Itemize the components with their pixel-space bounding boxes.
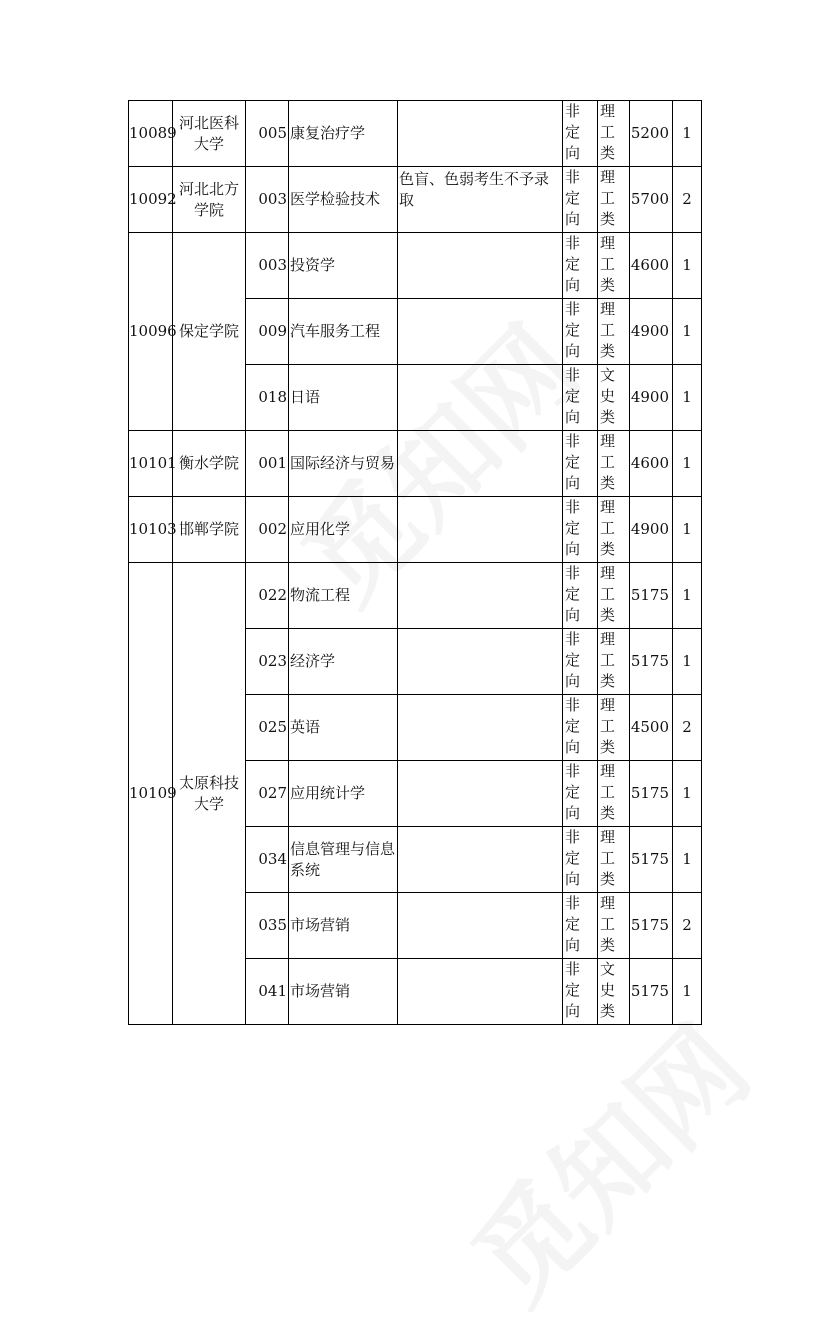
subject-category: 文史类 (598, 365, 630, 431)
major-code: 009 (246, 299, 289, 365)
subject-category: 理工类 (598, 431, 630, 497)
plan-count: 1 (673, 629, 702, 695)
enrollment-table (128, 100, 702, 1025)
tuition-fee: 5700 (630, 167, 673, 233)
subject-category: 理工类 (598, 629, 630, 695)
plan-type: 非定向 (563, 431, 598, 497)
school-code: 10109 (129, 563, 173, 1025)
major-name: 应用化学 (289, 497, 398, 563)
plan-count: 2 (673, 893, 702, 959)
subject-category: 理工类 (598, 299, 630, 365)
major-name: 汽车服务工程 (289, 299, 398, 365)
plan-count: 2 (673, 167, 702, 233)
tuition-fee: 5175 (630, 563, 673, 629)
major-note (398, 365, 563, 431)
table-row (129, 233, 702, 299)
plan-type: 非定向 (563, 827, 598, 893)
major-code: 003 (246, 233, 289, 299)
major-code: 022 (246, 563, 289, 629)
table-row (129, 431, 702, 497)
major-note: 色盲、色弱考生不予录取 (398, 167, 563, 233)
major-code: 001 (246, 431, 289, 497)
subject-category: 理工类 (598, 167, 630, 233)
plan-count: 1 (673, 959, 702, 1025)
major-name: 应用统计学 (289, 761, 398, 827)
tuition-fee: 5175 (630, 893, 673, 959)
major-name: 康复治疗学 (289, 101, 398, 167)
table-row (129, 497, 702, 563)
plan-count: 2 (673, 695, 702, 761)
school-code: 10096 (129, 233, 173, 431)
major-code: 035 (246, 893, 289, 959)
plan-count: 1 (673, 827, 702, 893)
tuition-fee: 4500 (630, 695, 673, 761)
major-code: 003 (246, 167, 289, 233)
plan-type: 非定向 (563, 233, 598, 299)
major-code: 041 (246, 959, 289, 1025)
subject-category: 理工类 (598, 233, 630, 299)
watermark (432, 986, 777, 1331)
plan-type: 非定向 (563, 959, 598, 1025)
school-name: 衡水学院 (173, 431, 246, 497)
tuition-fee: 5175 (630, 827, 673, 893)
tuition-fee: 5175 (630, 629, 673, 695)
major-note (398, 299, 563, 365)
plan-count: 1 (673, 233, 702, 299)
plan-count: 1 (673, 101, 702, 167)
school-name: 邯郸学院 (173, 497, 246, 563)
plan-count: 1 (673, 431, 702, 497)
major-note (398, 761, 563, 827)
plan-type: 非定向 (563, 299, 598, 365)
major-note (398, 959, 563, 1025)
tuition-fee: 4600 (630, 233, 673, 299)
major-name: 国际经济与贸易 (289, 431, 398, 497)
school-name: 太原科技大学 (173, 563, 246, 1025)
school-code: 10089 (129, 101, 173, 167)
plan-type: 非定向 (563, 497, 598, 563)
major-note (398, 497, 563, 563)
table-row (129, 101, 702, 167)
plan-type: 非定向 (563, 101, 598, 167)
subject-category: 理工类 (598, 563, 630, 629)
major-code: 025 (246, 695, 289, 761)
subject-category: 理工类 (598, 893, 630, 959)
subject-category: 理工类 (598, 827, 630, 893)
major-name: 医学检验技术 (289, 167, 398, 233)
tuition-fee: 4900 (630, 365, 673, 431)
subject-category: 理工类 (598, 101, 630, 167)
tuition-fee: 4600 (630, 431, 673, 497)
plan-type: 非定向 (563, 563, 598, 629)
major-name: 日语 (289, 365, 398, 431)
plan-count: 1 (673, 497, 702, 563)
major-note (398, 893, 563, 959)
major-code: 002 (246, 497, 289, 563)
school-code: 10101 (129, 431, 173, 497)
tuition-fee: 5175 (630, 761, 673, 827)
tuition-fee: 5175 (630, 959, 673, 1025)
plan-count: 1 (673, 761, 702, 827)
subject-category: 理工类 (598, 761, 630, 827)
major-name: 信息管理与信息系统 (289, 827, 398, 893)
subject-category: 文史类 (598, 959, 630, 1025)
major-note (398, 629, 563, 695)
table-row (129, 563, 702, 629)
tuition-fee: 4900 (630, 497, 673, 563)
plan-type: 非定向 (563, 893, 598, 959)
school-name: 河北北方学院 (173, 167, 246, 233)
plan-type: 非定向 (563, 365, 598, 431)
major-name: 投资学 (289, 233, 398, 299)
major-code: 005 (246, 101, 289, 167)
major-code: 034 (246, 827, 289, 893)
major-name: 英语 (289, 695, 398, 761)
major-note (398, 101, 563, 167)
subject-category: 理工类 (598, 695, 630, 761)
major-note (398, 233, 563, 299)
major-code: 023 (246, 629, 289, 695)
school-name: 保定学院 (173, 233, 246, 431)
plan-type: 非定向 (563, 167, 598, 233)
major-note (398, 695, 563, 761)
table-row (129, 167, 702, 233)
major-note (398, 563, 563, 629)
major-note (398, 827, 563, 893)
plan-type: 非定向 (563, 761, 598, 827)
major-code: 018 (246, 365, 289, 431)
plan-type: 非定向 (563, 695, 598, 761)
school-code: 10103 (129, 497, 173, 563)
plan-type: 非定向 (563, 629, 598, 695)
major-name: 经济学 (289, 629, 398, 695)
major-name: 市场营销 (289, 893, 398, 959)
major-name: 市场营销 (289, 959, 398, 1025)
subject-category: 理工类 (598, 497, 630, 563)
major-code: 027 (246, 761, 289, 827)
plan-count: 1 (673, 563, 702, 629)
plan-count: 1 (673, 365, 702, 431)
tuition-fee: 4900 (630, 299, 673, 365)
plan-count: 1 (673, 299, 702, 365)
tuition-fee: 5200 (630, 101, 673, 167)
major-note (398, 431, 563, 497)
major-name: 物流工程 (289, 563, 398, 629)
school-name: 河北医科大学 (173, 101, 246, 167)
school-code: 10092 (129, 167, 173, 233)
